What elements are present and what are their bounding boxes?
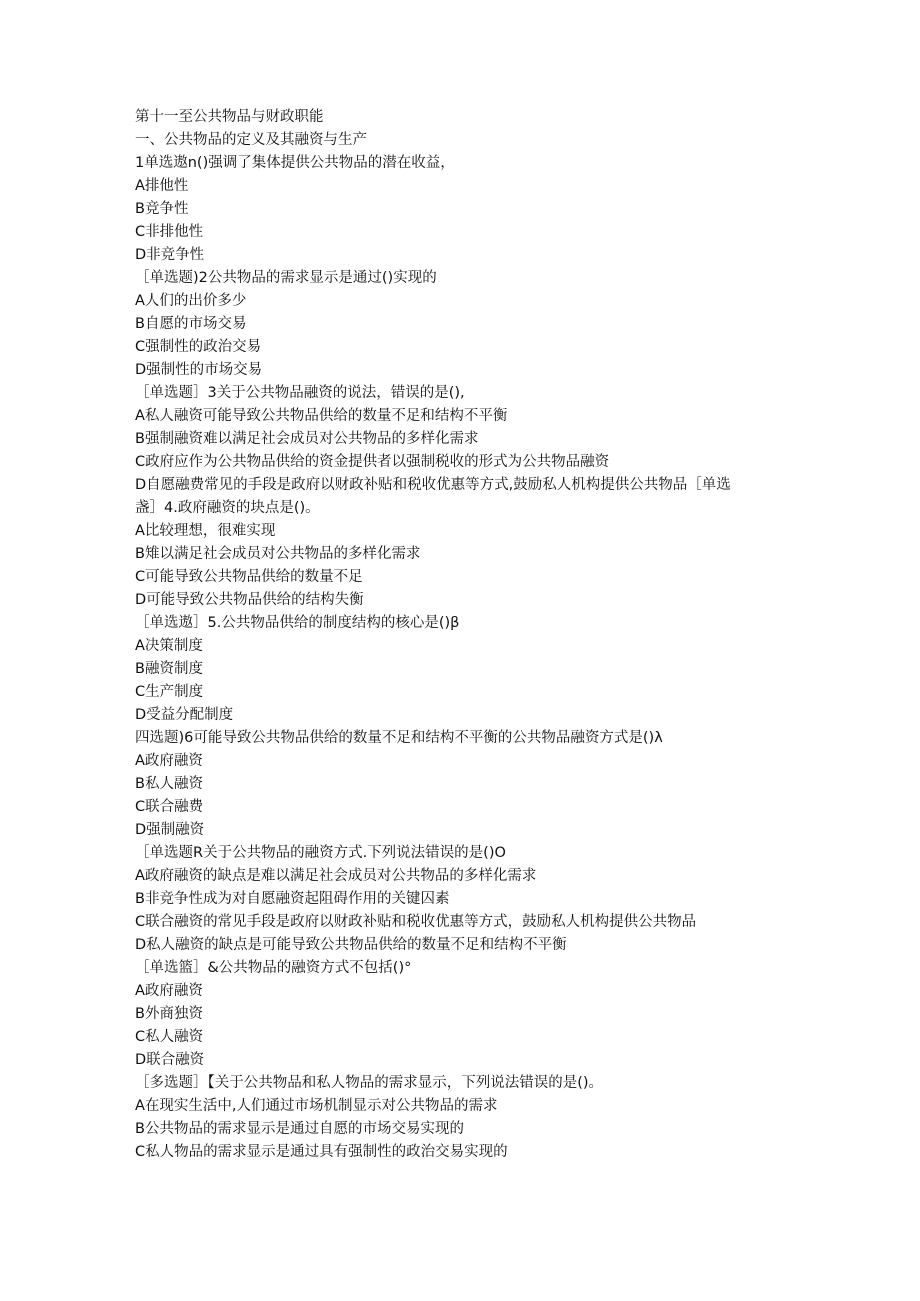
text-line: C政府应作为公共物品供给的资金提供者以强制税收的形式为公共物品融资 bbox=[135, 454, 610, 470]
text-line: ［单选题)2公共物品的需求显示是通过()实现的 bbox=[135, 270, 437, 286]
text-line: D自愿融费常见的手段是政府以财政补贴和税收优惠等方式,鼓励私人机构提供公共物品［单选 bbox=[135, 477, 731, 493]
text-line: B私人融资 bbox=[135, 776, 203, 792]
text-line: C强制性的政治交易 bbox=[135, 339, 262, 355]
text-line: ［单选题］3关于公共物品融资的说法，错误的是(), bbox=[135, 385, 465, 401]
text-line: A政府融资的缺点是难以满足社会成员对公共物品的多样化需求 bbox=[135, 868, 537, 884]
text-line: D私人融资的缺点是可能导致公共物品供给的数量不足和结构不平衡 bbox=[135, 937, 567, 953]
text-line: A比较理想，很难实现 bbox=[135, 523, 276, 539]
text-line: ［多选题］【关于公共物品和私人物品的需求显示，下列说法错误的是()。 bbox=[135, 1075, 604, 1091]
text-line: C私人物品的需求显示是通过具有强制性的政治交易实现的 bbox=[135, 1144, 508, 1160]
text-line: A在现实生活中,人们通过市场机制显示对公共物品的需求 bbox=[135, 1098, 498, 1114]
text-line: C联合融资的常见手段是政府以财政补贴和税收优惠等方式，鼓励私人机构提供公共物品 bbox=[135, 914, 697, 930]
text-line: D受益分配制度 bbox=[135, 707, 234, 723]
text-line: ［单选遨］5.公共物品供给的制度结构的核心是()β bbox=[135, 615, 460, 631]
text-line: B非竞争性成为对自愿融资起阻碍作用的关键囚素 bbox=[135, 891, 450, 907]
text-line: B自愿的市场交易 bbox=[135, 316, 247, 332]
text-line: A政府融资 bbox=[135, 983, 203, 999]
text-line: B融资制度 bbox=[135, 661, 203, 677]
document-body bbox=[135, 106, 785, 1164]
text-line: C联合融费 bbox=[135, 799, 204, 815]
text-line: B竞争性 bbox=[135, 201, 189, 217]
text-line: 1单选遨n()强调了集体提供公共物品的潜在收益， bbox=[135, 155, 455, 171]
text-line: D强制融资 bbox=[135, 822, 205, 838]
text-line: A私人融资可能导致公共物品供给的数量不足和结构不平衡 bbox=[135, 408, 508, 424]
text-line: D强制性的市场交易 bbox=[135, 362, 263, 378]
text-line: ［单选题R关于公共物品的融资方式.下列说法错误的是()O bbox=[135, 845, 506, 861]
text-line: D联合融资 bbox=[135, 1052, 205, 1068]
section-heading: 一、公共物品的定义及其融资与生产 bbox=[135, 132, 367, 148]
text-line: 盏］4.政府融资的块点是()。 bbox=[135, 500, 320, 516]
text-line: C私人融资 bbox=[135, 1029, 204, 1045]
text-line: C生产制度 bbox=[135, 684, 204, 700]
text-line: A决策制度 bbox=[135, 638, 203, 654]
text-line: 四选题)6可能导致公共物品供给的数量不足和结构不平衡的公共物品融资方式是()λ bbox=[135, 730, 663, 746]
text-line: C非排他性 bbox=[135, 224, 204, 240]
text-line: ［单选篮］&公共物品的融资方式不包括()° bbox=[135, 960, 412, 976]
text-line: B雉以满足社会成员对公共物品的多样化需求 bbox=[135, 546, 421, 562]
text-line: A政府融资 bbox=[135, 753, 203, 769]
text-line: C可能导致公共物品供给的数量不足 bbox=[135, 569, 363, 585]
text-line: A排他性 bbox=[135, 178, 189, 194]
text-line: D非竞争性 bbox=[135, 247, 205, 263]
text-line: B强制融资难以满足社会成员对公共物品的多样化需求 bbox=[135, 431, 479, 447]
text-line: D可能导致公共物品供给的结构失衡 bbox=[135, 592, 364, 608]
text-line: B公共物品的需求显示是通过自愿的市场交易实现的 bbox=[135, 1121, 464, 1137]
text-line: A人们的出价多少 bbox=[135, 293, 247, 309]
document-title: 第十一至公共物品与财政职能 bbox=[135, 109, 324, 125]
text-line: B外商独资 bbox=[135, 1006, 203, 1022]
